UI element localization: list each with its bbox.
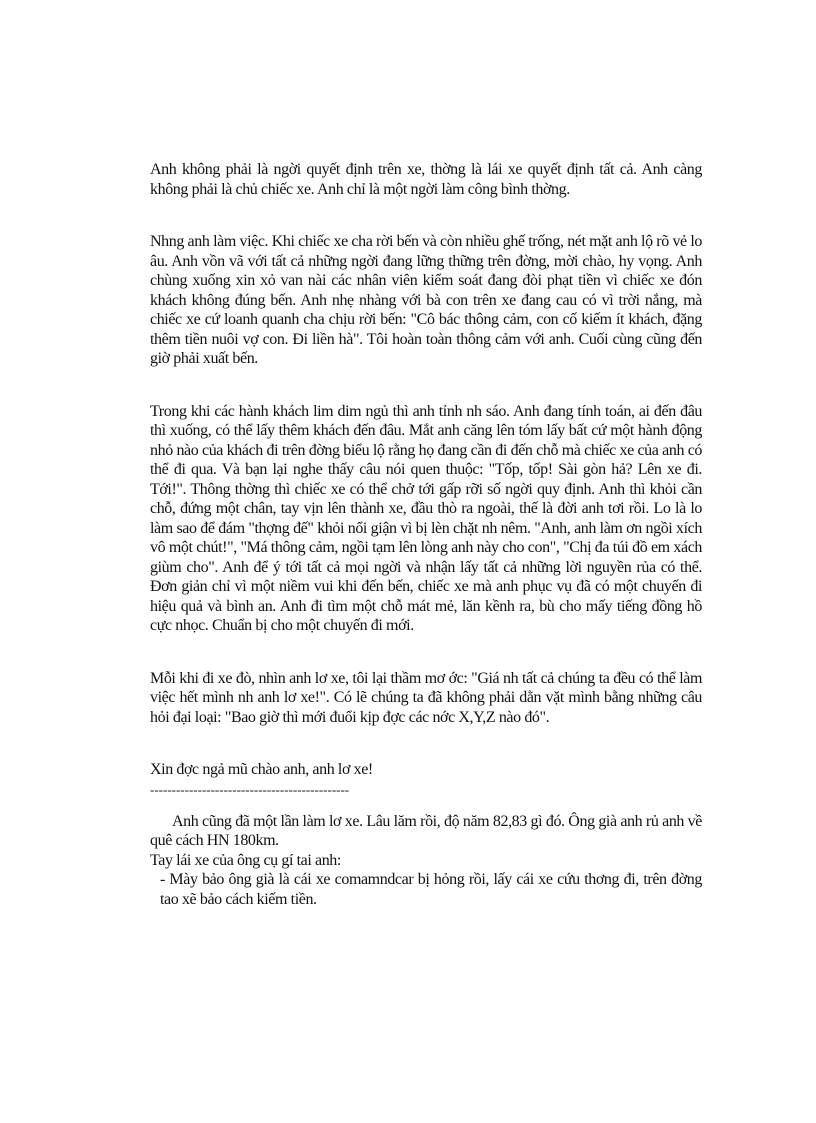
divider-line: ---------------------------------------------- (150, 781, 350, 797)
closing-line: Xin đợc ngả mũ chào anh, anh lơ xe! (150, 761, 373, 778)
paragraph-3: Trong khi các hành khách lim dim ngủ thì anh tỉnh nh sáo. Anh đang tính toán, ai đến đâu thì xuống, có thể lấy thêm khách đến đâu. Mắt anh căng lên tóm lấy bất cứ một hành động nhỏ nào của khách đi trên đờng biểu lộ rằng họ đang cần đi đến chỗ mà chiếc xe của anh có thể đi qua. Và bạn lại nghe thấy câu nói quen thuộc: "Tốp, tốp! Sài gòn hả? Lên xe đi. Tới!". Thông thờng thì chiếc xe có thể chở tới gấp rỡi số ngời quy định. Anh thì khỏi cần chỗ, đứng một chân, tay vịn lên thành xe, đầu thò ra ngoài, thế là đời anh tơi rồi. Lo là lo làm sao để đám "thợng đế" khỏi nổi giận vì bị lèn chặt nh nêm. "Anh, anh làm ơn ngồi xích vô một chút!", "Má thông cảm, ngồi tạm lên lòng anh này cho con", "Chị đa túi đồ em xách giùm cho". Anh để ý tới tất cả mọi ngời và nhận lấy tất cả những lời nguyền rủa có thể. Đơn giản chỉ vì một niềm vui khi đến bến, chiếc xe mà anh phục vụ đã có một chuyến đi hiệu quả và bình an. Anh đi tìm một chỗ mát mẻ, lăn kềnh ra, bù cho mấy tiếng đồng hồ cực nhọc. Chuẩn bị cho một chuyến đi mới. (150, 402, 702, 634)
comment-paragraph: Anh cũng đã một lần làm lơ xe. Lâu lăm rồi, độ năm 82,83 gì đó. Ông già anh rủ anh về quê cách HN 180km. (150, 812, 702, 849)
document-body (150, 160, 702, 909)
paragraph-1: Anh không phải là ngời quyết định trên xe, thờng là lái xe quyết định tất cả. Anh càng không phải là chủ chiếc xe. Anh chỉ là một ngời làm công bình thờng. (150, 161, 702, 198)
paragraph-4: Mỗi khi đi xe đò, nhìn anh lơ xe, tôi lại thầm mơ ớc: "Giá nh tất cả chúng ta đều có thể làm việc hết mình nh anh lơ xe!". Có lẽ chúng ta đã không phải dằn vặt mình bằng những câu hỏi đại loại: "Bao giờ thì mới đuổi kịp đợc các nớc X,Y,Z nào đó". (150, 669, 702, 726)
comment-line: Tay lái xe của ông cụ gí tai anh: (150, 851, 341, 869)
comment-dash-item: - Mày bảo ông già là cái xe comamndcar bị hỏng rồi, lấy cái xe cứu thơng đi, trên đờng tao xẽ bảo cách kiếm tiền. (160, 871, 702, 908)
paragraph-2: Nhng anh làm việc. Khi chiếc xe cha rời bến và còn nhiều ghế trống, nét mặt anh lộ rõ vẻ lo âu. Anh vồn vã với tất cả những ngời đang lững thững trên đờng, mời chào, hy vọng. Anh chùng xuống xin xỏ van nài các nhân viên kiểm soát đang đòi phạt tiền vì chiếc xe đón khách không đúng bến. Anh nhẹ nhàng với bà con trên xe đang cau có vì trời nắng, mà chiếc xe cứ loanh quanh cha chịu rời bến: "Cô bác thông cảm, con cố kiếm ít khách, đặng thêm tiền nuôi vợ con. Đi liền hà". Tôi hoàn toàn thông cảm với anh. Cuối cùng cũng đến giờ phải xuất bến. (150, 233, 702, 367)
